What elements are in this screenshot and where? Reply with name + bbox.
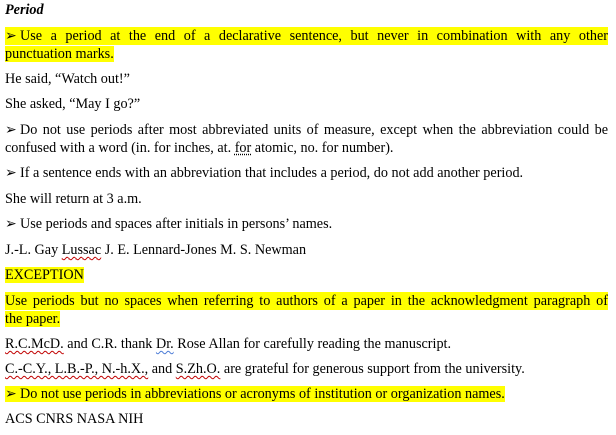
exception-heading: EXCEPTION [5,267,84,283]
exception-rule-line-1: Use periods but no spaces when referring to authors of a paper in the acknowledgment paragraph of [5,293,608,309]
rule-2-line-2: confused with a word (in. for inches, at. for atomic, no. for number). [5,140,394,156]
rule-5: ➢ Do not use periods in abbreviations or acronyms of institution or organization names. [5,386,505,402]
arrow-bullet-icon: ➢ [5,386,17,402]
example-5: R.C.McD. and C.R. thank Dr. Rose Allan for carefully reading the manuscript. [5,336,452,352]
arrow-bullet-icon: ➢ [5,216,17,232]
example-1: He said, “Watch out!” [5,71,130,87]
exception-rule-line-2: the paper. [5,311,61,327]
example-6: C.-C.Y., L.B.-P., N.-h.X., and S.Zh.O. are grateful for generous support from the university. [5,361,525,377]
example-3: She will return at 3 a.m. [5,191,142,207]
arrow-bullet-icon: ➢ [5,122,17,138]
rule-4: ➢ Use periods and spaces after initials in persons’ names. [5,216,333,232]
example-7: ACS CNRS NASA NIH [5,411,144,427]
example-4: J.-L. Gay Lussac J. E. Lennard-Jones M. S. Newman [5,242,307,258]
section-title: Period [5,2,44,18]
example-2: She asked, “May I go?” [5,96,141,112]
rule-1-line-2: punctuation marks. [5,46,114,62]
rule-2-line-1: ➢ Do not use periods after most abbreviated units of measure, except when the abbreviation could be [5,122,608,138]
arrow-bullet-icon: ➢ [5,165,17,181]
arrow-bullet-icon: ➢ [5,28,17,44]
rule-1-line-1: ➢ Use a period at the end of a declarative sentence, but never in combination with any other [5,28,608,44]
rule-3: ➢ If a sentence ends with an abbreviation that includes a period, do not add another period. [5,165,524,181]
